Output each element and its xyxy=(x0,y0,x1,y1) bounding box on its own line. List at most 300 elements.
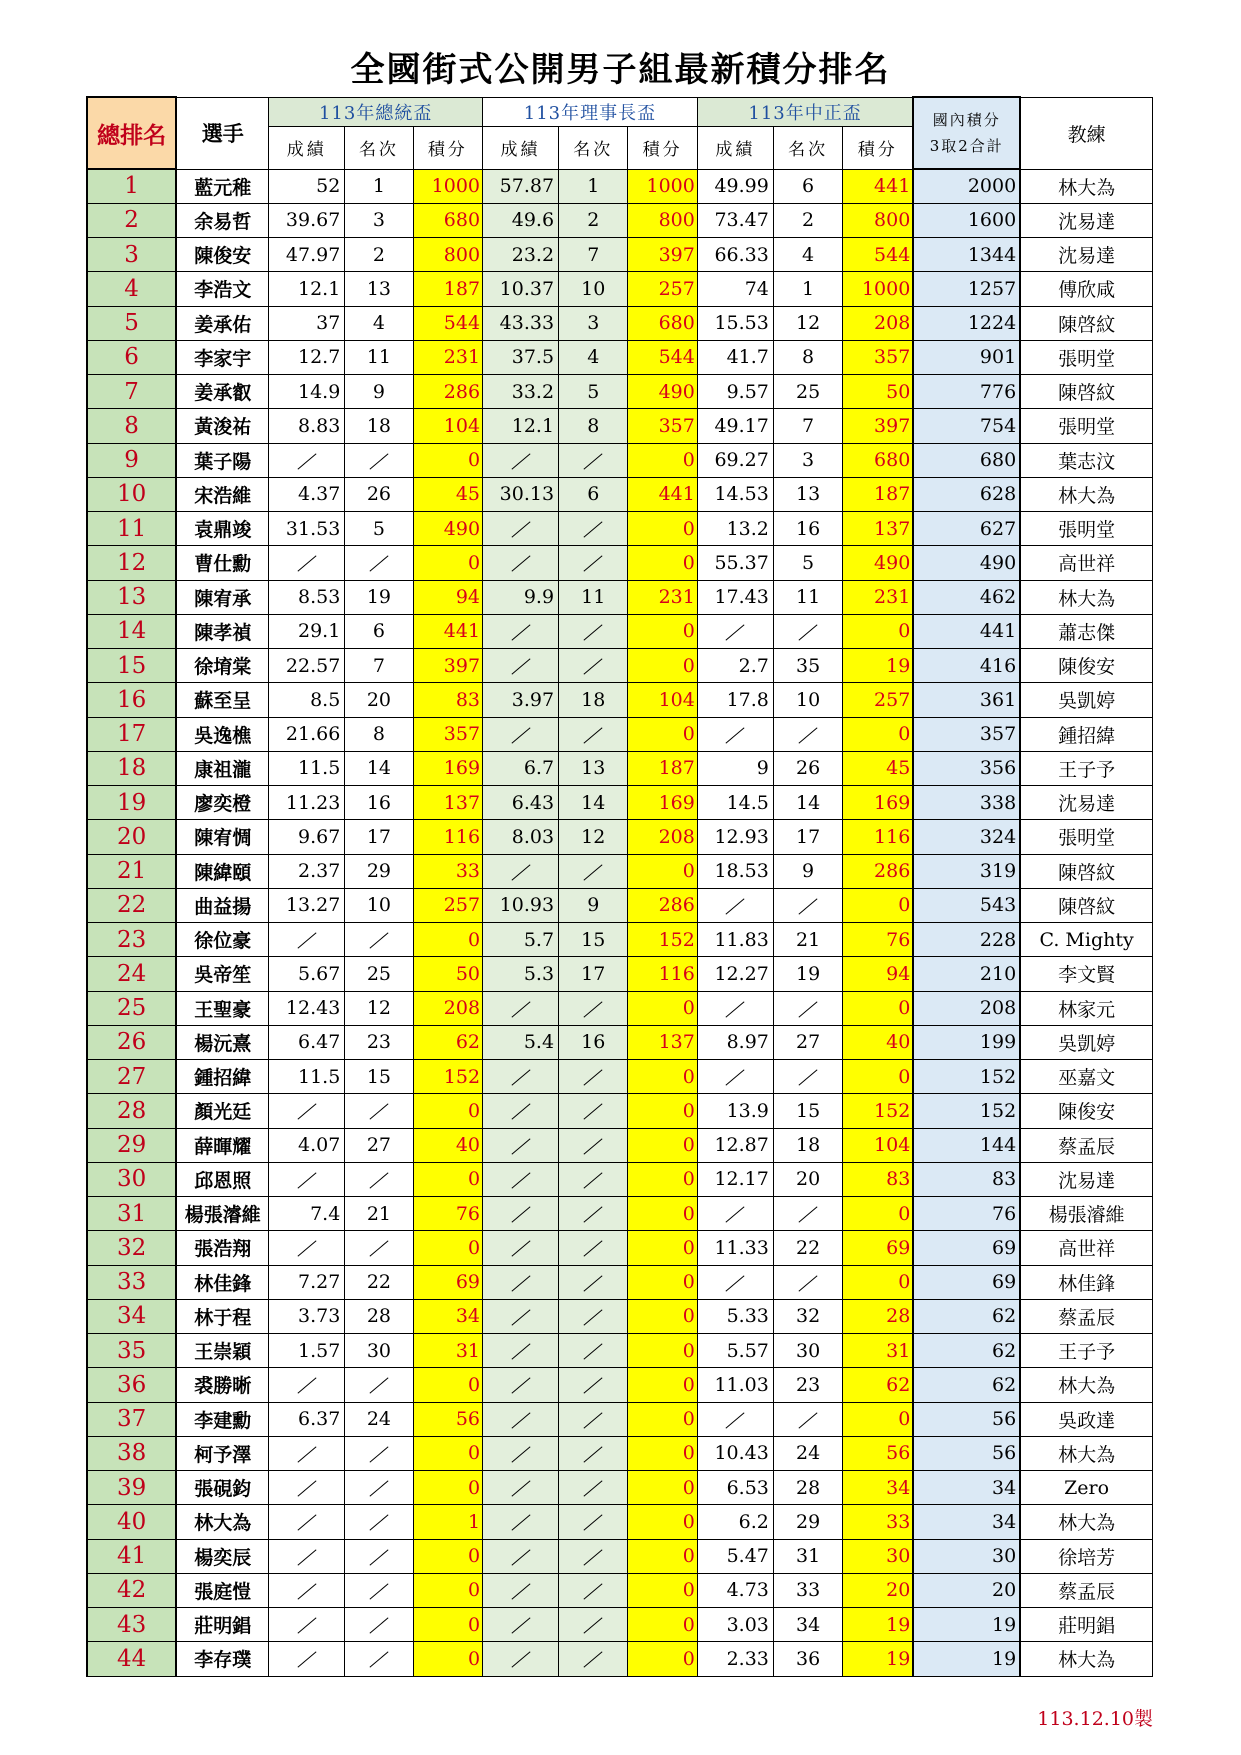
table-row xyxy=(87,1060,1153,1094)
player-name: 陳孝禎 xyxy=(176,614,269,648)
cup1-points: 76 xyxy=(413,1197,482,1231)
cup2-score: 57.87 xyxy=(483,169,559,203)
cup2-place xyxy=(559,1299,628,1333)
empty-slash-mark xyxy=(584,864,603,880)
cup2-points: 1000 xyxy=(628,169,697,203)
table-row xyxy=(87,1162,1153,1196)
cup2-place xyxy=(559,1197,628,1231)
cup2-place xyxy=(559,1436,628,1470)
cup1-score: 2.37 xyxy=(269,854,345,888)
empty-slash-mark xyxy=(369,1549,388,1565)
rank-cell: 37 xyxy=(87,1402,176,1436)
cup2-place xyxy=(559,1642,628,1676)
cup3-place xyxy=(773,991,842,1025)
cup1-score: 13.27 xyxy=(269,888,345,922)
table-row xyxy=(87,888,1153,922)
header-points: 積分 xyxy=(843,126,914,169)
cup2-score xyxy=(483,1505,559,1539)
cup2-points: 169 xyxy=(628,786,697,820)
cup1-place: 13 xyxy=(345,272,413,306)
total-points: 62 xyxy=(913,1334,1020,1368)
cup1-points: 40 xyxy=(413,1128,482,1162)
cup1-points: 0 xyxy=(413,443,482,477)
cup3-points: 257 xyxy=(843,683,914,717)
cup3-place: 14 xyxy=(773,786,842,820)
table-row xyxy=(87,1402,1153,1436)
cup2-score xyxy=(483,1128,559,1162)
cup3-points: 31 xyxy=(843,1334,914,1368)
table-row xyxy=(87,272,1153,306)
table-body xyxy=(87,169,1153,1676)
total-points: 1257 xyxy=(913,272,1020,306)
cup3-score xyxy=(697,614,773,648)
cup3-place: 17 xyxy=(773,820,842,854)
cup1-score xyxy=(269,1505,345,1539)
cup2-place xyxy=(559,1128,628,1162)
coach-name: 張明堂 xyxy=(1020,820,1152,854)
cup2-points: 397 xyxy=(628,238,697,272)
coach-name: Zero xyxy=(1020,1471,1152,1505)
total-points: 30 xyxy=(913,1539,1020,1573)
rank-cell: 14 xyxy=(87,614,176,648)
cup2-points: 0 xyxy=(628,1436,697,1470)
total-points: 627 xyxy=(913,512,1020,546)
cup3-place: 10 xyxy=(773,683,842,717)
empty-slash-mark xyxy=(511,1583,530,1599)
cup3-place xyxy=(773,1265,842,1299)
table-row xyxy=(87,1505,1153,1539)
cup3-points: 30 xyxy=(843,1539,914,1573)
cup2-score: 23.2 xyxy=(483,238,559,272)
empty-slash-mark xyxy=(584,1138,603,1154)
cup2-points: 441 xyxy=(628,477,697,511)
cup1-score: 3.73 xyxy=(269,1299,345,1333)
cup2-place: 14 xyxy=(559,786,628,820)
rank-cell: 24 xyxy=(87,957,176,991)
table-row xyxy=(87,820,1153,854)
cup2-place xyxy=(559,1265,628,1299)
cup2-points: 0 xyxy=(628,443,697,477)
player-name: 蘇至呈 xyxy=(176,683,269,717)
table-row xyxy=(87,1094,1153,1128)
player-name: 余易哲 xyxy=(176,203,269,237)
cup2-points: 0 xyxy=(628,1265,697,1299)
coach-name: 葉志汶 xyxy=(1020,443,1152,477)
cup3-place: 19 xyxy=(773,957,842,991)
cup2-points: 116 xyxy=(628,957,697,991)
cup3-points: 83 xyxy=(843,1162,914,1196)
table-row xyxy=(87,1642,1153,1676)
cup3-score: 4.73 xyxy=(697,1573,773,1607)
coach-name: 李文賢 xyxy=(1020,957,1152,991)
cup3-score: 18.53 xyxy=(697,854,773,888)
cup3-points: 69 xyxy=(843,1231,914,1265)
rank-cell: 10 xyxy=(87,477,176,511)
header-rank: 總排名 xyxy=(87,97,176,169)
cup1-place xyxy=(345,1471,413,1505)
cup3-points: 1000 xyxy=(843,272,914,306)
player-name: 楊沅熹 xyxy=(176,1025,269,1059)
coach-name: 沈易達 xyxy=(1020,786,1152,820)
empty-slash-mark xyxy=(511,1412,530,1428)
cup2-place xyxy=(559,1402,628,1436)
total-points: 76 xyxy=(913,1197,1020,1231)
total-points: 62 xyxy=(913,1299,1020,1333)
cup2-place xyxy=(559,1573,628,1607)
table-row xyxy=(87,751,1153,785)
total-points: 62 xyxy=(913,1368,1020,1402)
cup2-place xyxy=(559,1368,628,1402)
cup1-place: 16 xyxy=(345,786,413,820)
coach-name: 陳啓紋 xyxy=(1020,306,1152,340)
cup1-points: 116 xyxy=(413,820,482,854)
player-name: 陳宥承 xyxy=(176,580,269,614)
cup2-score xyxy=(483,443,559,477)
cup2-points: 0 xyxy=(628,1471,697,1505)
cup2-place xyxy=(559,512,628,546)
rank-cell: 9 xyxy=(87,443,176,477)
coach-name: 徐培芳 xyxy=(1020,1539,1152,1573)
cup2-place: 15 xyxy=(559,923,628,957)
rank-cell: 36 xyxy=(87,1368,176,1402)
cup3-place: 35 xyxy=(773,649,842,683)
cup3-points: 490 xyxy=(843,546,914,580)
cup2-points: 152 xyxy=(628,923,697,957)
cup1-score: 11.5 xyxy=(269,751,345,785)
cup3-points: 40 xyxy=(843,1025,914,1059)
cup1-points: 94 xyxy=(413,580,482,614)
rank-cell: 8 xyxy=(87,409,176,443)
empty-slash-mark xyxy=(584,1207,603,1223)
cup1-place xyxy=(345,1505,413,1539)
cup1-score: 7.27 xyxy=(269,1265,345,1299)
cup1-score xyxy=(269,1094,345,1128)
cup3-score: 49.99 xyxy=(697,169,773,203)
cup2-score: 8.03 xyxy=(483,820,559,854)
cup1-place: 18 xyxy=(345,409,413,443)
cup2-points: 0 xyxy=(628,717,697,751)
cup2-score: 30.13 xyxy=(483,477,559,511)
cup1-points: 680 xyxy=(413,203,482,237)
cup2-points: 0 xyxy=(628,649,697,683)
cup1-score: 8.83 xyxy=(269,409,345,443)
empty-slash-mark xyxy=(799,727,818,743)
total-points: 1224 xyxy=(913,306,1020,340)
empty-slash-mark xyxy=(584,1275,603,1291)
cup1-place xyxy=(345,1162,413,1196)
header-place: 名次 xyxy=(773,126,842,169)
total-points: 199 xyxy=(913,1025,1020,1059)
coach-name: 高世祥 xyxy=(1020,1231,1152,1265)
cup2-points: 0 xyxy=(628,1162,697,1196)
cup3-points: 20 xyxy=(843,1573,914,1607)
empty-slash-mark xyxy=(511,1378,530,1394)
empty-slash-mark xyxy=(584,1652,603,1668)
cup2-points: 0 xyxy=(628,1197,697,1231)
cup1-place: 19 xyxy=(345,580,413,614)
cup1-score: 6.47 xyxy=(269,1025,345,1059)
cup2-points: 357 xyxy=(628,409,697,443)
table-row xyxy=(87,786,1153,820)
cup2-score: 6.7 xyxy=(483,751,559,785)
cup3-points: 19 xyxy=(843,649,914,683)
table-row xyxy=(87,580,1153,614)
cup3-points: 544 xyxy=(843,238,914,272)
cup3-points: 286 xyxy=(843,854,914,888)
player-name: 楊張濬維 xyxy=(176,1197,269,1231)
cup3-points: 34 xyxy=(843,1471,914,1505)
player-name: 李家宇 xyxy=(176,340,269,374)
cup3-score: 12.17 xyxy=(697,1162,773,1196)
cup1-place: 14 xyxy=(345,751,413,785)
cup1-points: 0 xyxy=(413,1573,482,1607)
cup1-place: 24 xyxy=(345,1402,413,1436)
player-name: 徐堉棠 xyxy=(176,649,269,683)
cup2-place: 10 xyxy=(559,272,628,306)
cup1-place xyxy=(345,1573,413,1607)
table-row xyxy=(87,1436,1153,1470)
coach-name: 林大為 xyxy=(1020,1368,1152,1402)
player-name: 林佳鋒 xyxy=(176,1265,269,1299)
cup3-points: 56 xyxy=(843,1436,914,1470)
rank-cell: 5 xyxy=(87,306,176,340)
empty-slash-mark xyxy=(511,453,530,469)
coach-name: 陳俊安 xyxy=(1020,1094,1152,1128)
empty-slash-mark xyxy=(584,1001,603,1017)
cup1-place xyxy=(345,546,413,580)
cup3-place: 28 xyxy=(773,1471,842,1505)
cup1-place: 8 xyxy=(345,717,413,751)
empty-slash-mark xyxy=(726,1275,745,1291)
cup2-points: 0 xyxy=(628,1573,697,1607)
cup2-place xyxy=(559,546,628,580)
cup1-place: 22 xyxy=(345,1265,413,1299)
cup2-points: 0 xyxy=(628,1231,697,1265)
cup1-score xyxy=(269,1471,345,1505)
cup3-points: 0 xyxy=(843,888,914,922)
player-name: 李浩文 xyxy=(176,272,269,306)
cup3-place: 2 xyxy=(773,203,842,237)
cup3-place xyxy=(773,1402,842,1436)
cup2-score: 37.5 xyxy=(483,340,559,374)
empty-slash-mark xyxy=(799,1001,818,1017)
cup1-place xyxy=(345,1608,413,1642)
cup1-score: 21.66 xyxy=(269,717,345,751)
player-name: 薛暉耀 xyxy=(176,1128,269,1162)
empty-slash-mark xyxy=(584,1549,603,1565)
player-name: 顏光廷 xyxy=(176,1094,269,1128)
empty-slash-mark xyxy=(584,453,603,469)
cup1-score: 22.57 xyxy=(269,649,345,683)
cup1-points: 137 xyxy=(413,786,482,820)
player-name: 林大為 xyxy=(176,1505,269,1539)
cup1-place: 10 xyxy=(345,888,413,922)
total-points: 228 xyxy=(913,923,1020,957)
cup2-points: 0 xyxy=(628,1505,697,1539)
cup2-place xyxy=(559,1094,628,1128)
player-name: 陳緯頤 xyxy=(176,854,269,888)
cup3-score: 14.53 xyxy=(697,477,773,511)
cup1-points: 0 xyxy=(413,1642,482,1676)
coach-name: 張明堂 xyxy=(1020,340,1152,374)
cup1-points: 34 xyxy=(413,1299,482,1333)
cup3-points: 94 xyxy=(843,957,914,991)
rank-cell: 39 xyxy=(87,1471,176,1505)
empty-slash-mark xyxy=(297,1618,316,1634)
table-row xyxy=(87,1471,1153,1505)
cup1-points: 800 xyxy=(413,238,482,272)
cup1-points: 0 xyxy=(413,1368,482,1402)
rank-cell: 6 xyxy=(87,340,176,374)
player-name: 吳帝笙 xyxy=(176,957,269,991)
total-points: 490 xyxy=(913,546,1020,580)
cup2-place: 16 xyxy=(559,1025,628,1059)
cup1-points: 69 xyxy=(413,1265,482,1299)
cup1-place: 3 xyxy=(345,203,413,237)
cup1-place: 28 xyxy=(345,1299,413,1333)
rank-cell: 34 xyxy=(87,1299,176,1333)
cup1-score: 11.5 xyxy=(269,1060,345,1094)
cup2-points: 0 xyxy=(628,1334,697,1368)
cup1-points: 50 xyxy=(413,957,482,991)
empty-slash-mark xyxy=(369,1172,388,1188)
cup2-points: 0 xyxy=(628,614,697,648)
cup1-points: 0 xyxy=(413,1539,482,1573)
table-row xyxy=(87,203,1153,237)
cup3-place: 31 xyxy=(773,1539,842,1573)
cup2-place xyxy=(559,1471,628,1505)
cup2-points: 0 xyxy=(628,1539,697,1573)
cup3-place: 11 xyxy=(773,580,842,614)
total-points: 1600 xyxy=(913,203,1020,237)
cup2-score: 5.4 xyxy=(483,1025,559,1059)
total-points: 680 xyxy=(913,443,1020,477)
cup2-score xyxy=(483,1368,559,1402)
cup1-place: 27 xyxy=(345,1128,413,1162)
rank-cell: 35 xyxy=(87,1334,176,1368)
cup3-points: 0 xyxy=(843,991,914,1025)
cup2-place xyxy=(559,1231,628,1265)
cup2-score xyxy=(483,854,559,888)
cup2-points: 680 xyxy=(628,306,697,340)
empty-slash-mark xyxy=(584,1446,603,1462)
cup1-score xyxy=(269,1436,345,1470)
rank-cell: 7 xyxy=(87,375,176,409)
cup1-points: 31 xyxy=(413,1334,482,1368)
empty-slash-mark xyxy=(511,1172,530,1188)
coach-name: 莊明錩 xyxy=(1020,1608,1152,1642)
cup2-points: 0 xyxy=(628,1128,697,1162)
empty-slash-mark xyxy=(369,1446,388,1462)
cup2-place xyxy=(559,991,628,1025)
cup3-points: 397 xyxy=(843,409,914,443)
total-points: 441 xyxy=(913,614,1020,648)
cup2-score xyxy=(483,1094,559,1128)
cup1-points: 83 xyxy=(413,683,482,717)
cup2-points: 187 xyxy=(628,751,697,785)
rank-cell: 28 xyxy=(87,1094,176,1128)
header-score: 成績 xyxy=(697,126,773,169)
cup3-place: 16 xyxy=(773,512,842,546)
cup3-score: 11.03 xyxy=(697,1368,773,1402)
cup1-score: 12.43 xyxy=(269,991,345,1025)
empty-slash-mark xyxy=(584,556,603,572)
empty-slash-mark xyxy=(297,1549,316,1565)
empty-slash-mark xyxy=(511,1104,530,1120)
coach-name: 陳俊安 xyxy=(1020,649,1152,683)
empty-slash-mark xyxy=(511,727,530,743)
cup1-score: 5.67 xyxy=(269,957,345,991)
player-name: 徐位豪 xyxy=(176,923,269,957)
empty-slash-mark xyxy=(369,1378,388,1394)
player-name: 黃浚祐 xyxy=(176,409,269,443)
empty-slash-mark xyxy=(297,1378,316,1394)
header-cup-chungcheng: 113年中正盃 xyxy=(697,97,913,126)
cup1-score xyxy=(269,1162,345,1196)
total-points: 2000 xyxy=(913,169,1020,203)
table-row xyxy=(87,375,1153,409)
cup1-score: 31.53 xyxy=(269,512,345,546)
cup1-points: 0 xyxy=(413,546,482,580)
cup2-score xyxy=(483,614,559,648)
cup1-score: 12.1 xyxy=(269,272,345,306)
header-player: 選手 xyxy=(176,97,269,169)
cup3-score: 5.47 xyxy=(697,1539,773,1573)
coach-name: 陳啓紋 xyxy=(1020,888,1152,922)
cup1-place xyxy=(345,1368,413,1402)
empty-slash-mark xyxy=(799,898,818,914)
cup3-points: 19 xyxy=(843,1642,914,1676)
cup3-score xyxy=(697,717,773,751)
cup3-place: 34 xyxy=(773,1608,842,1642)
cup1-score: 8.53 xyxy=(269,580,345,614)
player-name: 李存璞 xyxy=(176,1642,269,1676)
cup2-place xyxy=(559,614,628,648)
coach-name: 林大為 xyxy=(1020,169,1152,203)
cup1-score: 11.23 xyxy=(269,786,345,820)
player-name: 陳俊安 xyxy=(176,238,269,272)
table-row xyxy=(87,1608,1153,1642)
cup2-points: 544 xyxy=(628,340,697,374)
cup1-points: 62 xyxy=(413,1025,482,1059)
table-row xyxy=(87,1197,1153,1231)
cup2-place xyxy=(559,717,628,751)
cup3-points: 800 xyxy=(843,203,914,237)
empty-slash-mark xyxy=(511,659,530,675)
total-points: 754 xyxy=(913,409,1020,443)
table-row xyxy=(87,991,1153,1025)
cup2-score xyxy=(483,649,559,683)
cup3-place: 1 xyxy=(773,272,842,306)
cup1-points: 0 xyxy=(413,1094,482,1128)
cup3-score: 2.33 xyxy=(697,1642,773,1676)
rank-cell: 43 xyxy=(87,1608,176,1642)
cup3-place: 23 xyxy=(773,1368,842,1402)
cup3-score xyxy=(697,1265,773,1299)
cup1-score: 52 xyxy=(269,169,345,203)
empty-slash-mark xyxy=(511,1446,530,1462)
cup3-score: 69.27 xyxy=(697,443,773,477)
player-name: 鍾招緯 xyxy=(176,1060,269,1094)
cup1-points: 1 xyxy=(413,1505,482,1539)
cup1-score xyxy=(269,546,345,580)
header-coach: 教練 xyxy=(1020,97,1152,169)
table-row xyxy=(87,957,1153,991)
cup2-score xyxy=(483,1608,559,1642)
cup3-place: 15 xyxy=(773,1094,842,1128)
cup3-score xyxy=(697,888,773,922)
coach-name: 林大為 xyxy=(1020,1505,1152,1539)
